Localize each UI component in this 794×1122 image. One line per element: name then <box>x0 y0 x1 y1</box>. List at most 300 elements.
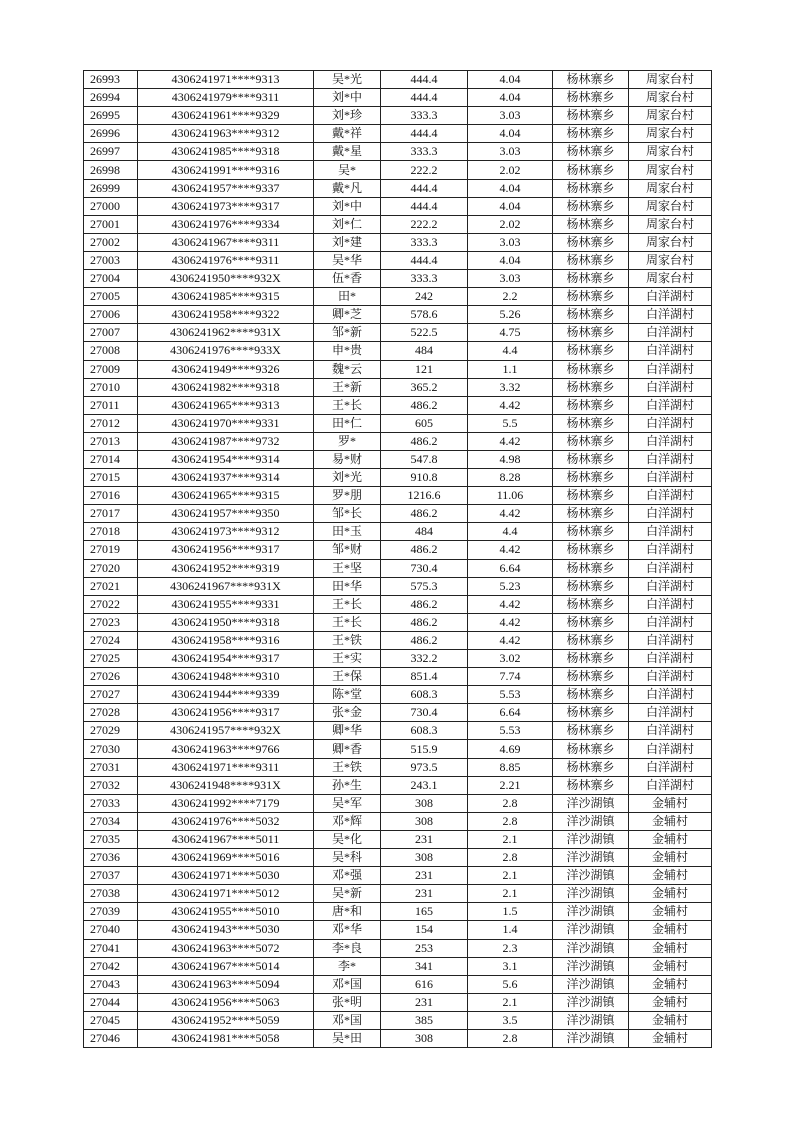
table-row <box>84 577 712 595</box>
township-cell: 杨林寨乡 <box>553 107 629 125</box>
amount-cell: 253 <box>381 939 468 957</box>
serial-number-cell: 27008 <box>84 342 138 360</box>
amount-cell: 231 <box>381 885 468 903</box>
township-cell: 杨林寨乡 <box>553 270 629 288</box>
area-cell: 2.1 <box>468 885 553 903</box>
area-cell: 2.2 <box>468 288 553 306</box>
name-cell: 田*华 <box>314 577 381 595</box>
amount-cell: 515.9 <box>381 740 468 758</box>
area-cell: 2.02 <box>468 215 553 233</box>
village-cell: 白洋湖村 <box>629 668 712 686</box>
name-cell: 王*长 <box>314 396 381 414</box>
township-cell: 杨林寨乡 <box>553 505 629 523</box>
serial-number-cell: 27015 <box>84 469 138 487</box>
amount-cell: 578.6 <box>381 306 468 324</box>
village-cell: 白洋湖村 <box>629 469 712 487</box>
amount-cell: 154 <box>381 921 468 939</box>
area-cell: 4.04 <box>468 89 553 107</box>
serial-number-cell: 27026 <box>84 668 138 686</box>
id-number-cell: 4306241956****9317 <box>138 541 314 559</box>
id-number-cell: 4306241961****9329 <box>138 107 314 125</box>
name-cell: 田* <box>314 288 381 306</box>
id-number-cell: 4306241981****5058 <box>138 1029 314 1047</box>
township-cell: 杨林寨乡 <box>553 740 629 758</box>
village-cell: 金辅村 <box>629 921 712 939</box>
area-cell: 3.02 <box>468 650 553 668</box>
name-cell: 邓*强 <box>314 867 381 885</box>
name-cell: 戴*星 <box>314 143 381 161</box>
id-number-cell: 4306241991****9316 <box>138 161 314 179</box>
id-number-cell: 4306241985****9318 <box>138 143 314 161</box>
serial-number-cell: 26997 <box>84 143 138 161</box>
township-cell: 杨林寨乡 <box>553 360 629 378</box>
village-cell: 周家台村 <box>629 89 712 107</box>
serial-number-cell: 26993 <box>84 71 138 89</box>
table-row <box>84 487 712 505</box>
serial-number-cell: 27009 <box>84 360 138 378</box>
serial-number-cell: 27036 <box>84 849 138 867</box>
area-cell: 4.75 <box>468 324 553 342</box>
name-cell: 刘*中 <box>314 89 381 107</box>
name-cell: 邹*新 <box>314 324 381 342</box>
village-cell: 周家台村 <box>629 71 712 89</box>
township-cell: 洋沙湖镇 <box>553 1011 629 1029</box>
amount-cell: 444.4 <box>381 89 468 107</box>
area-cell: 2.1 <box>468 830 553 848</box>
name-cell: 吴*田 <box>314 1029 381 1047</box>
village-cell: 白洋湖村 <box>629 577 712 595</box>
village-cell: 金辅村 <box>629 885 712 903</box>
serial-number-cell: 26994 <box>84 89 138 107</box>
village-cell: 周家台村 <box>629 143 712 161</box>
name-cell: 吴*光 <box>314 71 381 89</box>
amount-cell: 486.2 <box>381 631 468 649</box>
area-cell: 3.03 <box>468 270 553 288</box>
serial-number-cell: 27018 <box>84 523 138 541</box>
id-number-cell: 4306241971****9311 <box>138 758 314 776</box>
amount-cell: 486.2 <box>381 432 468 450</box>
area-cell: 8.85 <box>468 758 553 776</box>
serial-number-cell: 27027 <box>84 686 138 704</box>
village-cell: 白洋湖村 <box>629 559 712 577</box>
serial-number-cell: 26995 <box>84 107 138 125</box>
name-cell: 李*良 <box>314 939 381 957</box>
township-cell: 杨林寨乡 <box>553 143 629 161</box>
table-row <box>84 776 712 794</box>
township-cell: 洋沙湖镇 <box>553 830 629 848</box>
village-cell: 周家台村 <box>629 125 712 143</box>
table-row <box>84 921 712 939</box>
name-cell: 唐*和 <box>314 903 381 921</box>
village-cell: 金辅村 <box>629 1011 712 1029</box>
table-row <box>84 161 712 179</box>
serial-number-cell: 27023 <box>84 613 138 631</box>
township-cell: 杨林寨乡 <box>553 650 629 668</box>
name-cell: 刘*光 <box>314 469 381 487</box>
township-cell: 杨林寨乡 <box>553 342 629 360</box>
table-row <box>84 396 712 414</box>
id-number-cell: 4306241967****5011 <box>138 830 314 848</box>
table-body <box>84 71 712 1048</box>
id-number-cell: 4306241943****5030 <box>138 921 314 939</box>
township-cell: 杨林寨乡 <box>553 125 629 143</box>
serial-number-cell: 27030 <box>84 740 138 758</box>
amount-cell: 444.4 <box>381 197 468 215</box>
village-cell: 白洋湖村 <box>629 595 712 613</box>
name-cell: 吴*军 <box>314 794 381 812</box>
village-cell: 白洋湖村 <box>629 722 712 740</box>
area-cell: 3.03 <box>468 107 553 125</box>
serial-number-cell: 27025 <box>84 650 138 668</box>
area-cell: 3.5 <box>468 1011 553 1029</box>
table-row <box>84 993 712 1011</box>
village-cell: 白洋湖村 <box>629 288 712 306</box>
table-row <box>84 360 712 378</box>
amount-cell: 910.8 <box>381 469 468 487</box>
area-cell: 5.6 <box>468 975 553 993</box>
amount-cell: 121 <box>381 360 468 378</box>
village-cell: 白洋湖村 <box>629 306 712 324</box>
village-cell: 金辅村 <box>629 812 712 830</box>
name-cell: 张*明 <box>314 993 381 1011</box>
serial-number-cell: 27043 <box>84 975 138 993</box>
table-row <box>84 432 712 450</box>
area-cell: 2.21 <box>468 776 553 794</box>
amount-cell: 851.4 <box>381 668 468 686</box>
area-cell: 2.3 <box>468 939 553 957</box>
township-cell: 洋沙湖镇 <box>553 1029 629 1047</box>
village-cell: 白洋湖村 <box>629 631 712 649</box>
table-row <box>84 505 712 523</box>
area-cell: 6.64 <box>468 704 553 722</box>
area-cell: 2.1 <box>468 993 553 1011</box>
name-cell: 戴*祥 <box>314 125 381 143</box>
area-cell: 2.02 <box>468 161 553 179</box>
serial-number-cell: 27044 <box>84 993 138 1011</box>
amount-cell: 444.4 <box>381 251 468 269</box>
serial-number-cell: 27016 <box>84 487 138 505</box>
id-number-cell: 4306241976****9334 <box>138 215 314 233</box>
township-cell: 杨林寨乡 <box>553 71 629 89</box>
township-cell: 洋沙湖镇 <box>553 975 629 993</box>
township-cell: 杨林寨乡 <box>553 577 629 595</box>
township-cell: 洋沙湖镇 <box>553 885 629 903</box>
area-cell: 4.42 <box>468 595 553 613</box>
serial-number-cell: 27020 <box>84 559 138 577</box>
village-cell: 金辅村 <box>629 903 712 921</box>
village-cell: 白洋湖村 <box>629 613 712 631</box>
table-row <box>84 740 712 758</box>
id-number-cell: 4306241956****5063 <box>138 993 314 1011</box>
id-number-cell: 4306241969****5016 <box>138 849 314 867</box>
area-cell: 5.53 <box>468 722 553 740</box>
serial-number-cell: 27002 <box>84 233 138 251</box>
amount-cell: 522.5 <box>381 324 468 342</box>
table-row <box>84 631 712 649</box>
name-cell: 邹*财 <box>314 541 381 559</box>
name-cell: 刘*建 <box>314 233 381 251</box>
village-cell: 金辅村 <box>629 849 712 867</box>
area-cell: 8.28 <box>468 469 553 487</box>
amount-cell: 486.2 <box>381 613 468 631</box>
village-cell: 白洋湖村 <box>629 378 712 396</box>
township-cell: 杨林寨乡 <box>553 233 629 251</box>
table-row <box>84 414 712 432</box>
area-cell: 3.32 <box>468 378 553 396</box>
township-cell: 洋沙湖镇 <box>553 903 629 921</box>
area-cell: 2.8 <box>468 812 553 830</box>
serial-number-cell: 27039 <box>84 903 138 921</box>
area-cell: 4.04 <box>468 125 553 143</box>
serial-number-cell: 27017 <box>84 505 138 523</box>
village-cell: 金辅村 <box>629 957 712 975</box>
village-cell: 周家台村 <box>629 107 712 125</box>
id-number-cell: 4306241957****9337 <box>138 179 314 197</box>
serial-number-cell: 26998 <box>84 161 138 179</box>
village-cell: 白洋湖村 <box>629 740 712 758</box>
township-cell: 洋沙湖镇 <box>553 794 629 812</box>
amount-cell: 444.4 <box>381 71 468 89</box>
serial-number-cell: 27029 <box>84 722 138 740</box>
village-cell: 白洋湖村 <box>629 505 712 523</box>
village-cell: 白洋湖村 <box>629 487 712 505</box>
table-row <box>84 849 712 867</box>
serial-number-cell: 27021 <box>84 577 138 595</box>
name-cell: 魏*云 <box>314 360 381 378</box>
id-number-cell: 4306241958****9322 <box>138 306 314 324</box>
id-number-cell: 4306241976****9311 <box>138 251 314 269</box>
amount-cell: 486.2 <box>381 595 468 613</box>
id-number-cell: 4306241963****9766 <box>138 740 314 758</box>
table-row <box>84 197 712 215</box>
area-cell: 4.42 <box>468 396 553 414</box>
name-cell: 卿*香 <box>314 740 381 758</box>
township-cell: 杨林寨乡 <box>553 523 629 541</box>
id-number-cell: 4306241962****931X <box>138 324 314 342</box>
id-number-cell: 4306241967****9311 <box>138 233 314 251</box>
table-row <box>84 704 712 722</box>
serial-number-cell: 27006 <box>84 306 138 324</box>
id-number-cell: 4306241970****9331 <box>138 414 314 432</box>
township-cell: 杨林寨乡 <box>553 414 629 432</box>
amount-cell: 444.4 <box>381 125 468 143</box>
village-cell: 白洋湖村 <box>629 704 712 722</box>
area-cell: 4.04 <box>468 197 553 215</box>
serial-number-cell: 27034 <box>84 812 138 830</box>
village-cell: 周家台村 <box>629 233 712 251</box>
table-row <box>84 288 712 306</box>
township-cell: 杨林寨乡 <box>553 251 629 269</box>
amount-cell: 333.3 <box>381 270 468 288</box>
table-row <box>84 342 712 360</box>
serial-number-cell: 27040 <box>84 921 138 939</box>
township-cell: 杨林寨乡 <box>553 179 629 197</box>
table-row <box>84 251 712 269</box>
id-number-cell: 4306241957****932X <box>138 722 314 740</box>
id-number-cell: 4306241948****931X <box>138 776 314 794</box>
village-cell: 白洋湖村 <box>629 450 712 468</box>
table-row <box>84 903 712 921</box>
name-cell: 罗* <box>314 432 381 450</box>
id-number-cell: 4306241956****9317 <box>138 704 314 722</box>
id-number-cell: 4306241987****9732 <box>138 432 314 450</box>
serial-number-cell: 27046 <box>84 1029 138 1047</box>
table-row <box>84 215 712 233</box>
name-cell: 邓*华 <box>314 921 381 939</box>
township-cell: 杨林寨乡 <box>553 541 629 559</box>
id-number-cell: 4306241955****5010 <box>138 903 314 921</box>
table-row <box>84 668 712 686</box>
serial-number-cell: 27000 <box>84 197 138 215</box>
township-cell: 杨林寨乡 <box>553 722 629 740</box>
amount-cell: 547.8 <box>381 450 468 468</box>
area-cell: 5.26 <box>468 306 553 324</box>
name-cell: 王*坚 <box>314 559 381 577</box>
amount-cell: 1216.6 <box>381 487 468 505</box>
area-cell: 1.4 <box>468 921 553 939</box>
amount-cell: 165 <box>381 903 468 921</box>
township-cell: 杨林寨乡 <box>553 686 629 704</box>
serial-number-cell: 27028 <box>84 704 138 722</box>
serial-number-cell: 27031 <box>84 758 138 776</box>
table-row <box>84 179 712 197</box>
id-number-cell: 4306241963****5072 <box>138 939 314 957</box>
township-cell: 杨林寨乡 <box>553 631 629 649</box>
village-cell: 金辅村 <box>629 1029 712 1047</box>
id-number-cell: 4306241944****9339 <box>138 686 314 704</box>
township-cell: 杨林寨乡 <box>553 197 629 215</box>
township-cell: 杨林寨乡 <box>553 559 629 577</box>
name-cell: 王*铁 <box>314 631 381 649</box>
name-cell: 申*贵 <box>314 342 381 360</box>
table-row <box>84 812 712 830</box>
township-cell: 洋沙湖镇 <box>553 812 629 830</box>
village-cell: 白洋湖村 <box>629 432 712 450</box>
amount-cell: 333.3 <box>381 143 468 161</box>
amount-cell: 308 <box>381 812 468 830</box>
township-cell: 杨林寨乡 <box>553 161 629 179</box>
name-cell: 邓*辉 <box>314 812 381 830</box>
amount-cell: 231 <box>381 993 468 1011</box>
village-cell: 金辅村 <box>629 867 712 885</box>
township-cell: 杨林寨乡 <box>553 306 629 324</box>
id-number-cell: 4306241976****5032 <box>138 812 314 830</box>
village-cell: 白洋湖村 <box>629 523 712 541</box>
id-number-cell: 4306241965****9315 <box>138 487 314 505</box>
name-cell: 王*保 <box>314 668 381 686</box>
table-row <box>84 143 712 161</box>
township-cell: 杨林寨乡 <box>553 595 629 613</box>
village-cell: 白洋湖村 <box>629 414 712 432</box>
name-cell: 刘*仁 <box>314 215 381 233</box>
name-cell: 吴*新 <box>314 885 381 903</box>
serial-number-cell: 27035 <box>84 830 138 848</box>
village-cell: 金辅村 <box>629 993 712 1011</box>
id-number-cell: 4306241992****7179 <box>138 794 314 812</box>
name-cell: 邓*国 <box>314 975 381 993</box>
serial-number-cell: 27045 <box>84 1011 138 1029</box>
amount-cell: 243.1 <box>381 776 468 794</box>
township-cell: 洋沙湖镇 <box>553 957 629 975</box>
id-number-cell: 4306241955****9331 <box>138 595 314 613</box>
township-cell: 杨林寨乡 <box>553 668 629 686</box>
township-cell: 杨林寨乡 <box>553 758 629 776</box>
id-number-cell: 4306241957****9350 <box>138 505 314 523</box>
name-cell: 田*玉 <box>314 523 381 541</box>
table-row <box>84 957 712 975</box>
name-cell: 邹*长 <box>314 505 381 523</box>
village-cell: 周家台村 <box>629 197 712 215</box>
serial-number-cell: 27001 <box>84 215 138 233</box>
table-row <box>84 89 712 107</box>
table-row <box>84 523 712 541</box>
amount-cell: 484 <box>381 342 468 360</box>
area-cell: 4.04 <box>468 251 553 269</box>
name-cell: 罗*朋 <box>314 487 381 505</box>
data-table <box>83 70 712 1048</box>
amount-cell: 333.3 <box>381 233 468 251</box>
table-row <box>84 324 712 342</box>
table-row <box>84 450 712 468</box>
township-cell: 杨林寨乡 <box>553 704 629 722</box>
name-cell: 吴*化 <box>314 830 381 848</box>
name-cell: 伍*香 <box>314 270 381 288</box>
id-number-cell: 4306241971****9313 <box>138 71 314 89</box>
name-cell: 张*金 <box>314 704 381 722</box>
table-row <box>84 378 712 396</box>
amount-cell: 341 <box>381 957 468 975</box>
table-row <box>84 867 712 885</box>
village-cell: 金辅村 <box>629 830 712 848</box>
village-cell: 白洋湖村 <box>629 686 712 704</box>
village-cell: 白洋湖村 <box>629 650 712 668</box>
amount-cell: 616 <box>381 975 468 993</box>
township-cell: 杨林寨乡 <box>553 89 629 107</box>
table-row <box>84 1029 712 1047</box>
amount-cell: 486.2 <box>381 505 468 523</box>
id-number-cell: 4306241963****5094 <box>138 975 314 993</box>
name-cell: 孙*生 <box>314 776 381 794</box>
id-number-cell: 4306241954****9317 <box>138 650 314 668</box>
village-cell: 白洋湖村 <box>629 324 712 342</box>
amount-cell: 332.2 <box>381 650 468 668</box>
serial-number-cell: 27019 <box>84 541 138 559</box>
amount-cell: 486.2 <box>381 396 468 414</box>
serial-number-cell: 27003 <box>84 251 138 269</box>
amount-cell: 486.2 <box>381 541 468 559</box>
id-number-cell: 4306241982****9318 <box>138 378 314 396</box>
area-cell: 2.8 <box>468 1029 553 1047</box>
serial-number-cell: 27024 <box>84 631 138 649</box>
village-cell: 白洋湖村 <box>629 758 712 776</box>
serial-number-cell: 26999 <box>84 179 138 197</box>
table-row <box>84 830 712 848</box>
village-cell: 周家台村 <box>629 270 712 288</box>
village-cell: 周家台村 <box>629 179 712 197</box>
name-cell: 吴* <box>314 161 381 179</box>
name-cell: 刘*珍 <box>314 107 381 125</box>
amount-cell: 608.3 <box>381 686 468 704</box>
township-cell: 洋沙湖镇 <box>553 921 629 939</box>
id-number-cell: 4306241954****9314 <box>138 450 314 468</box>
table-row <box>84 541 712 559</box>
id-number-cell: 4306241985****9315 <box>138 288 314 306</box>
amount-cell: 730.4 <box>381 559 468 577</box>
name-cell: 刘*中 <box>314 197 381 215</box>
area-cell: 1.1 <box>468 360 553 378</box>
amount-cell: 308 <box>381 1029 468 1047</box>
township-cell: 杨林寨乡 <box>553 396 629 414</box>
